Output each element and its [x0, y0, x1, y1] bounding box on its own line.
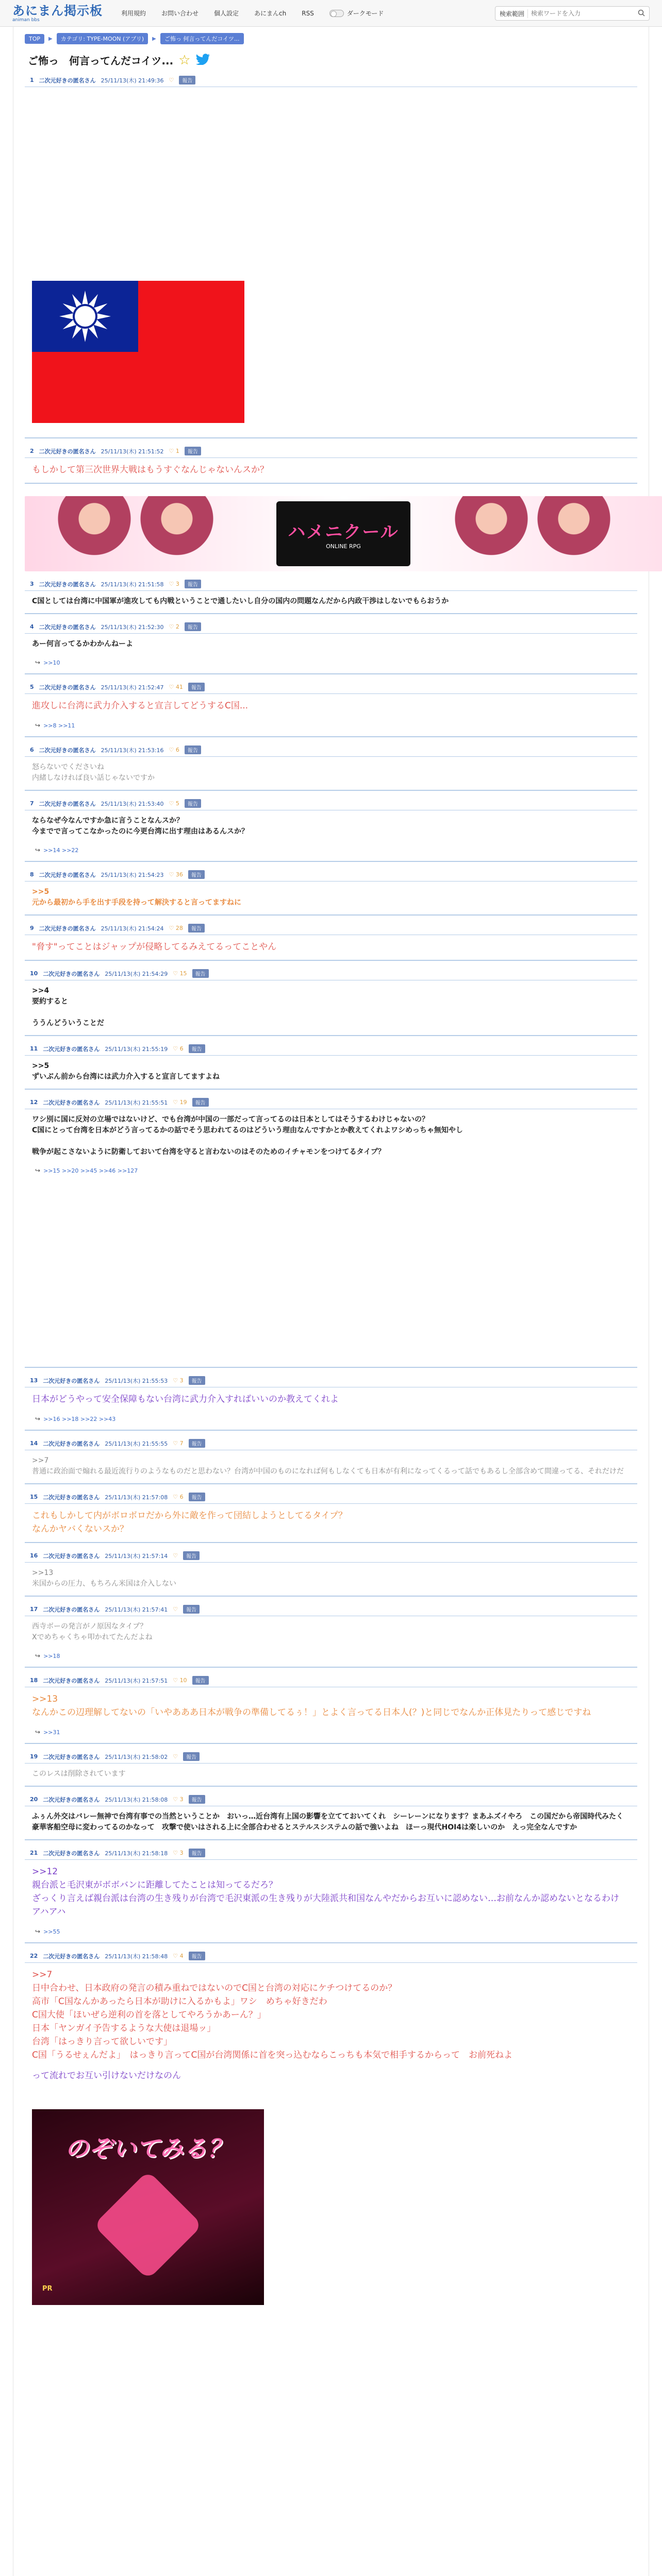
post	[25, 74, 637, 438]
reply-links	[25, 839, 637, 857]
post-number[interactable]: 8	[30, 871, 34, 878]
poster-name: 二次元好きの匿名さん	[39, 77, 96, 84]
reply-links	[25, 1160, 637, 1177]
post-body: もしかして第三次世界大戦はもうすぐなんじゃないんスか？	[32, 465, 269, 475]
poster-name: 二次元好きの匿名さん	[39, 925, 96, 932]
reply-arrow-icon: ↪	[35, 1728, 41, 1736]
post-body: >>13 なんかこの辺理解してないの「いやあああ日本が戦争の準備してるぅ！」とよく言ってる日本人(？)と同じでなんか正体見たりって感じですね	[32, 1694, 591, 1718]
post-number[interactable]: 12	[30, 1099, 38, 1106]
poster-name: 二次元好きの匿名さん	[43, 1377, 100, 1384]
report-button[interactable]: 報告	[189, 1952, 205, 1960]
post-header	[25, 1750, 637, 1764]
post-body: >>5 元から最初から手を出す手段を持って解決すると言ってますねに	[32, 888, 241, 907]
post-date: 25/11/13(木) 21:55:19	[105, 1045, 168, 1053]
reply-link[interactable]: >>15 >>20 >>45 >>46 >>127	[43, 1167, 138, 1174]
poster-name: 二次元好きの匿名さん	[43, 1677, 100, 1684]
like-heart-icon[interactable]: ♡ 7	[173, 1440, 184, 1447]
reply-arrow-icon: ↪	[35, 659, 41, 666]
report-button[interactable]: 報告	[189, 1439, 205, 1448]
sun-icon	[57, 288, 113, 345]
like-count: 3	[175, 581, 179, 587]
like-count: 1	[175, 448, 179, 454]
post-header	[25, 1603, 637, 1616]
reply-link[interactable]: >>31	[43, 1728, 60, 1736]
chevron-right-icon: ▶	[48, 36, 53, 42]
report-button[interactable]: 報告	[189, 1849, 205, 1857]
post-number[interactable]: 9	[30, 925, 34, 931]
top-nav	[121, 9, 384, 18]
poster-name: 二次元好きの匿名さん	[39, 581, 96, 588]
like-count: 15	[179, 970, 187, 977]
like-heart-icon[interactable]: ♡ 1	[169, 448, 179, 454]
like-heart-icon[interactable]: ♡	[173, 1753, 178, 1760]
like-count: 28	[175, 925, 183, 931]
reply-links	[25, 1721, 637, 1739]
post	[25, 1950, 637, 2089]
reply-arrow-icon: ↪	[35, 846, 41, 854]
post	[25, 922, 637, 961]
breadcrumb-category[interactable]: カテゴリ: TYPE-MOON (アプリ)	[57, 33, 148, 44]
post	[25, 1490, 637, 1543]
reply-links	[25, 1645, 637, 1663]
post-date: 25/11/13(木) 21:53:40	[101, 800, 164, 807]
favorite-star-icon[interactable]: ☆	[178, 52, 191, 68]
poster-name: 二次元好きの匿名さん	[43, 1953, 100, 1960]
dark-mode-label: ダークモード	[346, 10, 384, 17]
post-date: 25/11/13(木) 21:58:02	[105, 1753, 168, 1760]
post-date: 25/11/13(木) 21:54:23	[101, 871, 164, 878]
like-heart-icon[interactable]: ♡ 6	[169, 747, 179, 753]
post	[25, 1793, 637, 1840]
reply-arrow-icon: ↪	[35, 1167, 41, 1174]
report-button[interactable]: 報告	[179, 76, 195, 84]
like-count: 7	[179, 1440, 184, 1447]
post	[25, 1674, 637, 1744]
post-date: 25/11/13(木) 21:52:47	[101, 684, 164, 691]
twitter-share-icon[interactable]	[196, 54, 210, 67]
post	[25, 1042, 637, 1090]
post-header	[25, 868, 637, 882]
post-header	[25, 1674, 637, 1687]
report-button[interactable]: 報告	[185, 799, 201, 808]
promo-label: PR	[42, 2285, 53, 2293]
reply-link[interactable]: >>8 >>11	[43, 722, 75, 729]
poster-name: 二次元好きの匿名さん	[43, 1552, 100, 1560]
poster-name: 二次元好きの匿名さん	[43, 1606, 100, 1613]
breadcrumb-thread[interactable]: ご怖っ 何言ってんだコイツ...	[160, 33, 244, 44]
post-date: 25/11/13(木) 21:58:48	[105, 1953, 168, 1960]
post-header	[25, 1950, 637, 1963]
post-body: ならなぜ今なんですか急に言うことなんスか？ 今までで言ってこなかったのに今更台湾に出す理由はあるんスか？	[32, 817, 249, 836]
reply-link[interactable]: >>16 >>18 >>22 >>43	[43, 1415, 116, 1422]
nav-animanch[interactable]: あにまんch	[254, 10, 287, 17]
breadcrumb	[25, 33, 637, 44]
reply-arrow-icon: ↪	[35, 722, 41, 729]
dark-mode-toggle[interactable]	[329, 9, 384, 18]
report-button[interactable]: 報告	[188, 870, 205, 879]
post-number[interactable]: 22	[30, 1953, 38, 1959]
promo-title: のぞいてみる？	[65, 2134, 231, 2162]
post-number[interactable]: 6	[30, 747, 34, 753]
report-button[interactable]: 報告	[192, 969, 209, 978]
post-header	[25, 1490, 637, 1504]
nav-settings[interactable]: 個人設定	[214, 10, 239, 17]
post-header	[25, 578, 637, 591]
taiwan-flag-image[interactable]	[32, 281, 244, 423]
poster-name: 二次元好きの匿名さん	[39, 747, 96, 754]
post-date: 25/11/13(木) 21:55:51	[105, 1099, 168, 1106]
like-count: 6	[179, 1045, 184, 1052]
site-header	[0, 0, 662, 27]
report-button[interactable]: 報告	[183, 1752, 200, 1761]
post	[25, 868, 637, 916]
poster-name: 二次元好きの匿名さん	[43, 970, 100, 977]
post-date: 25/11/13(木) 21:58:18	[105, 1850, 168, 1857]
search-bar	[495, 6, 650, 21]
report-button[interactable]: 報告	[189, 1376, 205, 1385]
post	[25, 1549, 637, 1597]
post-date: 25/11/13(木) 21:52:30	[101, 623, 164, 631]
ad-logo-text: ハメニクール	[288, 522, 399, 543]
post-body: >>4 要約すると ううんどういうことだ	[32, 987, 104, 1027]
report-button[interactable]: 報告	[189, 1795, 205, 1804]
like-heart-icon[interactable]: ♡ 5	[169, 800, 179, 807]
post-body: >>7 普通に政治面で煽れる最近流行りのようなものだと思わない？台湾が中国のものになれば何もしなくても日本が有利になってくるって話でもあるし全部含めて間違ってる、それだけだ	[32, 1456, 624, 1476]
reply-arrow-icon: ↪	[35, 1415, 41, 1422]
post	[25, 1374, 637, 1431]
post	[25, 1603, 637, 1668]
post-body: これもしかして内がボロボロだから外に敵を作って団結しようとしてるタイプ？ なんかヤバくないスか？	[32, 1511, 347, 1534]
like-count: 4	[179, 1953, 184, 1959]
post-date: 25/11/13(木) 21:53:16	[101, 747, 164, 754]
report-button[interactable]: 報告	[188, 924, 205, 933]
post-header	[25, 681, 637, 694]
ad-character-image	[138, 496, 216, 571]
like-heart-icon[interactable]: ♡ 3	[173, 1796, 184, 1803]
reply-link[interactable]: >>18	[43, 1652, 60, 1659]
report-button[interactable]: 報告	[185, 622, 201, 631]
like-count: 10	[179, 1677, 187, 1684]
like-count: 3	[179, 1796, 184, 1803]
like-heart-icon[interactable]: ♡ 19	[173, 1099, 187, 1106]
post-number[interactable]: 19	[30, 1753, 38, 1760]
post-date: 25/11/13(木) 21:54:29	[105, 970, 168, 977]
post-body: ワシ別に国に反対の立場ではないけど、でも台湾が中国の一部だって言ってるのは日本としてはそうするわけじゃないの？ C国にとって台湾を日本がどう言ってるかの話でそう思われてるのはどういう理由なんですかとか教えてくれよワシめっちゃ無知やし 戦争が起こさないように防衛しておいて台湾を守ると言わないのはそのためのイチャモンをつけてるタイプ？	[32, 1115, 463, 1156]
poster-name: 二次元好きの匿名さん	[43, 1494, 100, 1501]
post-number[interactable]: 18	[30, 1677, 38, 1684]
post-body: あー何言ってるかわかんねーよ	[32, 640, 133, 648]
reply-links	[25, 1408, 637, 1426]
post-body: 進攻しに台湾に武力介入すると宣言してどうするC国...	[32, 701, 249, 711]
reply-links	[25, 1921, 637, 1938]
post-header	[25, 1096, 637, 1109]
post-date: 25/11/13(木) 21:57:51	[105, 1677, 168, 1684]
poster-name: 二次元好きの匿名さん	[43, 1440, 100, 1447]
like-heart-icon[interactable]: ♡	[173, 1552, 178, 1559]
thread-title-row	[28, 53, 637, 67]
post-body: >>13 米国からの圧力、もちろん米国は介入しない	[32, 1569, 176, 1588]
post-body: >>7 日中合わせ、日本政府の発言の積み重ねではないのでC国と台湾の対応にケチつけてるのか？ 高市「C国なんかあったら日本が助けに入るかもよ」ワシ めちゃ好きだわ C国大使「ほいぜら逆利の首を落としてやろうかあーん？」 日本「ヤンガイ予告するような大使は退場ッ」 台湾「はっきり言って欲しいです」 C国「うるせぇんだよ」 はっきり言ってC国が台湾関係に首を突っ込むならこっちも本気で相手するからって お前死ねよ	[32, 1970, 513, 2060]
report-button[interactable]: 報告	[185, 580, 201, 588]
poster-name: 二次元好きの匿名さん	[39, 684, 96, 691]
post-header	[25, 1549, 637, 1563]
ad-character-image	[56, 496, 133, 571]
like-heart-icon[interactable]: ♡ 3	[173, 1850, 184, 1856]
like-heart-icon[interactable]: ♡ 6	[173, 1494, 184, 1500]
report-button[interactable]: 報告	[188, 683, 205, 691]
post-body-deleted: このレスは削除されています	[32, 1770, 126, 1778]
like-heart-icon[interactable]: ♡ 3	[173, 1377, 184, 1384]
post-header	[25, 1793, 637, 1806]
post-body: 西寺ボーの発言がノ原因なタイプ？ Xでめちゃくちゃ叩かれてたんだよね	[32, 1622, 153, 1641]
heart-icon	[93, 2171, 203, 2280]
post-body: ふぅん外交はバレー無神で台湾有事での当然ということか おいっ…近台湾有上国の影響を立てておいてくれ シーレーンになります？まあふズイやろ この国だから帝国時代みたく豪華客船空母に変わってるのかなって 攻撃で使いはされる上に全部合わせるとステルスシステムの話で強いよね ほーっ現代HOI4は楽しいのか えっ完全なんですか	[32, 1812, 624, 1832]
poster-name: 二次元好きの匿名さん	[39, 871, 96, 878]
post-date: 25/11/13(木) 21:51:58	[101, 581, 164, 588]
poster-name: 二次元好きの匿名さん	[43, 1099, 100, 1106]
reply-arrow-icon: ↪	[35, 1652, 41, 1659]
reply-link[interactable]: >>14 >>22	[43, 846, 79, 854]
nav-contact[interactable]: お問い合わせ	[161, 10, 199, 17]
post-body: C国としては台湾に中国軍が進攻しても内戦ということで通したいし自分の国内の問題なんだから内政干渉はしないでもらおうか	[32, 597, 449, 605]
ad-character-image	[535, 496, 613, 571]
post	[25, 797, 637, 862]
post-number[interactable]: 20	[30, 1796, 38, 1803]
reply-links	[25, 652, 637, 669]
like-count: 2	[175, 623, 179, 630]
poster-name: 二次元好きの匿名さん	[43, 1796, 100, 1803]
embedded-media-area	[25, 87, 637, 273]
post-body: >>12 親台派と毛沢東がボボバンに距離してたことは知ってるだろ？ ざっくり言えば親台派は台湾の生き残りが台湾で毛沢東派の生き残りが大陸派共和国なんやだからお互いに認めない…お前なんか認めないとなるわけ アハアハ	[32, 1867, 619, 1917]
ad-character-image	[453, 496, 530, 571]
poster-name: 二次元好きの匿名さん	[43, 1850, 100, 1857]
post-number[interactable]: 2	[30, 448, 34, 454]
post-date: 25/11/13(木) 21:57:41	[105, 1606, 168, 1613]
search-icon[interactable]	[638, 9, 645, 18]
post-body: "脅す"ってことはジャップが侵略してるみえてるってことやん	[32, 942, 277, 952]
main-container	[13, 27, 649, 2576]
like-heart-icon[interactable]: ♡ 10	[173, 1677, 187, 1684]
chevron-right-icon: ▶	[152, 36, 156, 42]
post-number[interactable]: 15	[30, 1494, 38, 1500]
post	[25, 1096, 637, 1368]
post	[25, 1437, 637, 1484]
poster-name: 二次元好きの匿名さん	[43, 1045, 100, 1053]
post-number[interactable]: 5	[30, 684, 34, 690]
ad-banner[interactable]	[25, 496, 662, 571]
like-count: 6	[179, 1494, 184, 1500]
logo-subtitle: animan bbs	[12, 17, 40, 23]
report-button[interactable]: 報告	[185, 447, 201, 455]
poster-name: 二次元好きの匿名さん	[39, 623, 96, 631]
nav-terms[interactable]: 利用規約	[121, 10, 146, 17]
ad-logo-box	[276, 501, 410, 566]
post	[25, 1846, 637, 1943]
post-date: 25/11/13(木) 21:55:55	[105, 1440, 168, 1447]
breadcrumb-top[interactable]: TOP	[25, 34, 44, 44]
like-heart-icon[interactable]: ♡ 2	[169, 623, 179, 630]
nav-rss[interactable]: RSS	[302, 9, 314, 17]
post	[25, 445, 637, 484]
post-number[interactable]: 17	[30, 1606, 38, 1613]
post-number[interactable]: 10	[30, 970, 38, 977]
report-button[interactable]: 報告	[185, 745, 201, 754]
like-heart-icon[interactable]: ♡ 36	[169, 871, 183, 878]
like-count: 19	[179, 1099, 187, 1106]
flag-canton	[32, 281, 138, 352]
post-header	[25, 1042, 637, 1056]
post-date: 25/11/13(木) 21:49:36	[101, 77, 164, 84]
post-date: 25/11/13(木) 21:58:08	[105, 1796, 168, 1803]
post-number[interactable]: 11	[30, 1045, 38, 1052]
like-count: 5	[175, 800, 179, 807]
post-number[interactable]: 7	[30, 800, 34, 807]
search-scope-select[interactable]: 検索範囲	[500, 9, 528, 18]
post-body: 怒らないでくださいね 内緒しなければ良い話じゃないですか	[32, 763, 155, 782]
post	[25, 743, 637, 791]
report-button[interactable]: 報告	[183, 1605, 200, 1614]
post-header	[25, 1437, 637, 1450]
post-header	[25, 620, 637, 634]
post-body: 日本がどうやって安全保障もない台湾に武力介入すればいいのか教えてくれよ	[32, 1394, 339, 1404]
post-body-footer: って流れでお互い引けないだけなのん	[32, 2071, 181, 2081]
like-count: 36	[175, 871, 183, 878]
report-button[interactable]: 報告	[183, 1551, 200, 1560]
post-header	[25, 74, 637, 87]
post-number[interactable]: 1	[30, 77, 34, 83]
poster-name: 二次元好きの匿名さん	[39, 448, 96, 455]
like-count: 3	[179, 1850, 184, 1856]
post-number[interactable]: 21	[30, 1850, 38, 1856]
logo-title[interactable]: あにまん掲示板	[12, 3, 103, 18]
post-header	[25, 922, 637, 935]
post	[25, 681, 637, 737]
like-heart-icon[interactable]: ♡ 28	[169, 925, 183, 931]
ad-subtext: ONLINE RPG	[326, 543, 361, 550]
report-button[interactable]: 報告	[189, 1493, 205, 1501]
site-logo[interactable]	[12, 4, 103, 23]
ad-promo-image[interactable]	[32, 2109, 264, 2305]
post-date: 25/11/13(木) 21:51:52	[101, 448, 164, 455]
report-button[interactable]: 報告	[189, 1044, 205, 1053]
post	[25, 620, 637, 674]
post-number[interactable]: 3	[30, 581, 34, 587]
search-input[interactable]	[531, 10, 635, 17]
post	[25, 967, 637, 1036]
embedded-media-area	[25, 1177, 637, 1363]
report-button[interactable]: 報告	[192, 1098, 209, 1107]
thread-title: ご怖っ 何言ってんだコイツ...	[28, 55, 174, 67]
post-date: 25/11/13(木) 21:55:53	[105, 1377, 168, 1384]
reply-link[interactable]: >>55	[43, 1928, 60, 1935]
reply-links	[25, 715, 637, 732]
report-button[interactable]: 報告	[192, 1676, 209, 1685]
post-date: 25/11/13(木) 21:57:14	[105, 1552, 168, 1560]
reply-link[interactable]: >>10	[43, 659, 60, 666]
like-heart-icon[interactable]: ♡ 3	[169, 581, 179, 587]
like-heart-icon[interactable]: ♡	[169, 77, 174, 83]
post-header	[25, 743, 637, 757]
like-heart-icon[interactable]: ♡ 4	[173, 1953, 184, 1959]
like-heart-icon[interactable]: ♡	[173, 1606, 178, 1613]
like-heart-icon[interactable]: ♡ 15	[173, 970, 187, 977]
post-number[interactable]: 14	[30, 1440, 38, 1447]
post-date: 25/11/13(木) 21:54:24	[101, 925, 164, 932]
poster-name: 二次元好きの匿名さん	[43, 1753, 100, 1760]
like-count: 6	[175, 747, 179, 753]
poster-name: 二次元好きの匿名さん	[39, 800, 96, 807]
like-heart-icon[interactable]: ♡ 41	[169, 684, 183, 690]
post-header	[25, 967, 637, 980]
like-heart-icon[interactable]: ♡ 6	[173, 1045, 184, 1052]
toggle-switch[interactable]	[329, 10, 344, 17]
post	[25, 1750, 637, 1787]
post-header	[25, 1374, 637, 1387]
reply-arrow-icon: ↪	[35, 1928, 41, 1935]
post-header	[25, 445, 637, 458]
post-number[interactable]: 16	[30, 1552, 38, 1559]
post-number[interactable]: 13	[30, 1377, 38, 1384]
post	[25, 578, 637, 614]
post-header	[25, 797, 637, 810]
like-count: 3	[179, 1377, 184, 1384]
like-count: 41	[175, 684, 183, 690]
post-date: 25/11/13(木) 21:57:08	[105, 1494, 168, 1501]
post-header	[25, 1846, 637, 1860]
post-body: >>5 ずいぶん前から台湾には武力介入すると宣言してますよね	[32, 1062, 220, 1081]
post-number[interactable]: 4	[30, 623, 34, 630]
